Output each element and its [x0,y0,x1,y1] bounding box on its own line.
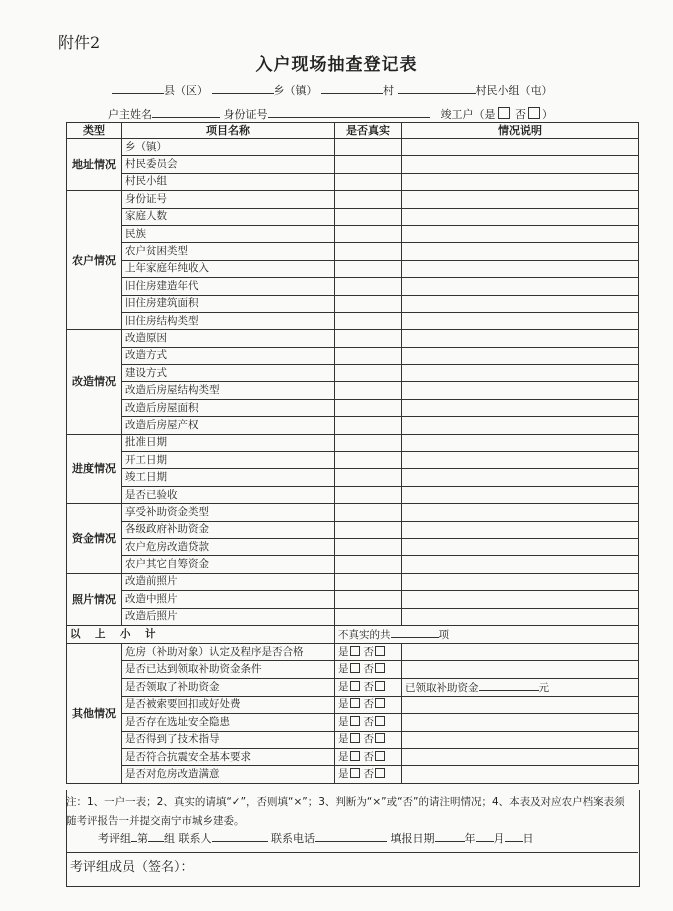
description-field[interactable] [402,330,639,347]
category-cell: 地址情况 [67,139,122,191]
id-number-label: 身份证号 [223,108,268,121]
county-label: 县（区） [164,84,208,97]
yes-no-cell [335,678,402,696]
form-title: 入户现场抽查登记表 [255,55,418,75]
item-name-cell: 上年家庭年纯收入 [122,260,335,277]
yes-checkbox[interactable] [350,663,360,673]
received-amount-field[interactable] [479,679,539,691]
village-field[interactable] [321,82,383,94]
table-row [67,452,639,469]
item-name-cell: 各级政府补助资金 [122,521,335,538]
true-field[interactable] [335,538,402,555]
yes-checkbox[interactable] [350,698,360,708]
county-field[interactable] [112,82,164,94]
untrue-count-field[interactable] [391,626,439,638]
members-label: 考评组成员（签名）： [70,860,194,875]
table-row [67,573,639,590]
untrue-suffix: 项 [438,628,449,641]
no-label: 否 [363,680,374,693]
inspection-table [66,122,639,784]
yes-checkbox[interactable] [350,716,360,726]
item-name-cell: 村民小组 [122,173,335,190]
description-field[interactable] [402,521,639,538]
description-field[interactable] [402,556,639,573]
yes-no-cell [335,766,402,783]
description-field[interactable] [402,312,639,329]
category-cell: 农户情况 [67,191,122,330]
item-name-cell: 农户贫困类型 [122,243,335,260]
item-name-cell: 旧住房结构类型 [122,312,335,329]
village-label: 村 [383,84,394,97]
table-row [67,382,639,399]
description-field[interactable] [402,696,639,713]
group-num-field[interactable] [148,830,164,842]
true-field[interactable] [335,312,402,329]
group-num-label: 第 [137,832,148,845]
yes-checkbox[interactable] [350,751,360,761]
no-label: 否 [363,645,374,658]
col-item: 项目名称 [122,123,335,139]
description-field[interactable] [402,538,639,555]
category-cell: 其他情况 [67,643,122,783]
township-label: 乡（镇） [273,84,318,97]
item-name-cell: 是否得到了技术指导 [122,731,335,748]
category-cell: 资金情况 [67,504,122,574]
table-row [67,365,639,382]
phone-label: 联系电话 [271,832,315,845]
phone-field[interactable] [315,830,387,842]
description-field[interactable] [402,191,639,208]
table-row [67,260,639,277]
table-row [67,469,639,486]
no-label: 否 [363,715,374,728]
no-checkbox[interactable] [375,751,385,761]
no-checkbox[interactable] [375,716,385,726]
col-type: 类型 [67,123,122,139]
annex-label: 附件2 [58,33,101,52]
contact-label: 联系人 [178,832,212,845]
group-label: 村民小组（屯） [475,84,553,97]
owner-line: 户主姓名 身份证号 竣工户（是 否 ） [108,108,553,121]
item-name-cell: 享受补助资金类型 [122,504,335,521]
table-row [67,591,639,608]
received-unit: 元 [538,681,549,694]
table-row [67,608,639,625]
completed-no-checkbox[interactable] [528,107,540,119]
description-field[interactable] [402,591,639,608]
description-field[interactable] [402,486,639,503]
description-field[interactable] [402,208,639,225]
received-prefix: 已领取补助资金 [405,681,479,694]
item-name-cell: 旧住房建造年代 [122,278,335,295]
description-field[interactable] [402,399,639,416]
item-name-cell: 农户危房改造贷款 [122,538,335,555]
true-field[interactable] [335,173,402,190]
table-row [67,347,639,364]
date-label: 填报日期 [390,832,435,845]
yes-no-cell [335,643,402,660]
item-name-cell: 危房（补助对象）认定及程序是否合格 [122,643,335,660]
col-true: 是否真实 [335,123,402,139]
item-name-cell: 是否领取了补助资金 [122,678,335,696]
true-field[interactable] [335,243,402,260]
item-name-cell: 改造后房屋产权 [122,417,335,434]
no-checkbox[interactable] [375,698,385,708]
yes-no-cell [335,748,402,765]
item-name-cell: 是否已验收 [122,486,335,503]
table-row [67,243,639,260]
true-field[interactable] [335,347,402,364]
township-field[interactable] [212,82,274,94]
description-field[interactable] [402,714,639,731]
item-name-cell: 改造后房屋结构类型 [122,382,335,399]
description-field[interactable] [402,156,639,173]
table-row [67,278,639,295]
yes-label: 是 [338,767,349,780]
description-field[interactable] [402,243,639,260]
no-checkbox[interactable] [375,733,385,743]
description-field[interactable] [402,365,639,382]
item-name-cell: 开工日期 [122,452,335,469]
table-row [67,156,639,173]
table-row [67,678,639,696]
description-field[interactable] [402,295,639,312]
yes-label: 是 [338,698,349,711]
item-name-cell: 改造原因 [122,330,335,347]
no-label: 否 [363,733,374,746]
true-field[interactable] [335,452,402,469]
table-row [67,731,639,748]
true-field[interactable] [335,208,402,225]
yes-no-cell [335,661,402,678]
item-name-cell: 是否符合抗震安全基本要求 [122,748,335,765]
year-label: 年 [464,832,476,845]
no-checkbox[interactable] [375,681,385,691]
yes-checkbox[interactable] [350,681,360,691]
item-name-cell: 是否存在选址安全隐患 [122,714,335,731]
true-field[interactable] [335,504,402,521]
table-row [67,399,639,416]
description-field[interactable] [402,643,639,660]
table-row [67,696,639,713]
subtotal-label: 以 上 小 计 [67,625,335,643]
item-name-cell: 改造中照片 [122,591,335,608]
item-name-cell: 村民委员会 [122,156,335,173]
yes-label: 是 [338,663,349,676]
true-field[interactable] [335,469,402,486]
table-row [67,521,639,538]
description-field[interactable] [402,504,639,521]
no-label: 否 [363,767,374,780]
table-row [67,295,639,312]
year-field[interactable] [435,830,465,842]
yes-label: 是 [338,733,349,746]
true-field[interactable] [335,417,402,434]
item-name-cell: 是否被索要回扣或好处费 [122,696,335,713]
category-cell: 进度情况 [67,434,122,504]
true-field[interactable] [335,608,402,625]
yes-checkbox[interactable] [350,768,360,778]
yes-checkbox[interactable] [350,646,360,656]
description-field[interactable] [402,139,639,156]
description-field[interactable] [402,678,639,696]
no-label: 否 [363,663,374,676]
yes-label: 是 [338,645,349,658]
item-name-cell: 改造后照片 [122,608,335,625]
true-field[interactable] [335,365,402,382]
day-field[interactable] [505,830,523,842]
table-row [67,766,639,783]
item-name-cell: 农户其它自筹资金 [122,556,335,573]
table-row [67,139,639,156]
table-row [67,748,639,765]
table-row [67,173,639,190]
table-row [67,191,639,208]
table-row [67,556,639,573]
item-name-cell: 改造后房屋面积 [122,399,335,416]
completed-yes-checkbox[interactable] [498,107,510,119]
note-text: 注：1、一户一表；2、真实的请填“✓”，否则填“×”；3、判断为“×”或“否”的请注明情况；4、本表及对应农户档案表须随考评报告一并提交南宁市城乡建委。 [66,796,625,827]
category-cell: 照片情况 [67,573,122,625]
table-row [67,643,639,660]
review-line [98,830,534,846]
subtotal-untrue [335,625,639,643]
yes-label: 是 [338,750,349,763]
description-field[interactable] [402,260,639,277]
untrue-prefix: 不真实的共 [338,628,391,641]
item-name-cell: 民族 [122,225,335,242]
description-field[interactable] [402,766,639,783]
completed-label: 竣工户（是 [440,108,496,121]
true-field[interactable] [335,521,402,538]
table-row [67,330,639,347]
other-body [67,643,639,783]
table-row [67,486,639,503]
item-name-cell: 批准日期 [122,434,335,451]
true-field[interactable] [335,573,402,590]
no-checkbox[interactable] [375,646,385,656]
table-row [67,225,639,242]
sections-body [67,139,639,626]
subtotal-row [67,625,639,643]
description-field[interactable] [402,731,639,748]
description-field[interactable] [402,417,639,434]
yes-no-cell [335,731,402,748]
description-field[interactable] [402,382,639,399]
item-name-cell: 建设方式 [122,365,335,382]
table-row [67,661,639,678]
item-name-cell: 身份证号 [122,191,335,208]
true-field[interactable] [335,156,402,173]
owner-name-label: 户主姓名 [108,108,152,121]
true-field[interactable] [335,278,402,295]
true-field[interactable] [335,330,402,347]
table-row [67,417,639,434]
table-row [67,312,639,329]
description-field[interactable] [402,225,639,242]
item-name-cell: 改造方式 [122,347,335,364]
location-line [112,82,553,98]
description-field[interactable] [402,452,639,469]
true-field[interactable] [335,225,402,242]
yes-label: 是 [338,680,349,693]
true-field[interactable] [335,139,402,156]
description-field[interactable] [402,748,639,765]
day-label: 日 [522,832,534,845]
item-name-cell: 家庭人数 [122,208,335,225]
description-field[interactable] [402,661,639,678]
completed-no-label: 否 [515,108,526,121]
description-field[interactable] [402,469,639,486]
true-field[interactable] [335,556,402,573]
item-name-cell: 是否已达到领取补助资金条件 [122,661,335,678]
yes-no-cell [335,714,402,731]
true-field[interactable] [335,434,402,451]
table-row [67,538,639,555]
description-field[interactable] [402,434,639,451]
contact-field[interactable] [212,830,268,842]
true-field[interactable] [335,191,402,208]
description-field[interactable] [402,573,639,590]
no-label: 否 [363,698,374,711]
id-number-field[interactable] [268,106,430,118]
description-field[interactable] [402,608,639,625]
table-row [67,208,639,225]
group-prefix: 考评组 [98,832,131,845]
true-field[interactable] [335,295,402,312]
category-cell: 改造情况 [67,330,122,434]
col-desc: 情况说明 [402,123,639,139]
true-field[interactable] [335,260,402,277]
true-field[interactable] [335,591,402,608]
item-name-cell: 竣工日期 [122,469,335,486]
description-field[interactable] [402,173,639,190]
item-name-cell: 改造前照片 [122,573,335,590]
item-name-cell: 旧住房建筑面积 [122,295,335,312]
owner-name-field[interactable] [152,106,220,118]
no-checkbox[interactable] [375,768,385,778]
table-row [67,504,639,521]
month-field[interactable] [476,830,494,842]
yes-label: 是 [338,715,349,728]
yes-checkbox[interactable] [350,733,360,743]
table-row [67,714,639,731]
no-label: 否 [363,750,374,763]
true-field[interactable] [335,486,402,503]
group-field[interactable] [398,82,476,94]
table-row [67,434,639,451]
month-label: 月 [493,832,505,845]
no-checkbox[interactable] [375,663,385,673]
true-field[interactable] [335,399,402,416]
description-field[interactable] [402,278,639,295]
group-suffix: 组 [164,832,175,845]
true-field[interactable] [335,382,402,399]
item-name-cell: 是否对危房改造满意 [122,766,335,783]
divider [66,852,638,853]
item-name-cell: 乡（镇） [122,139,335,156]
description-field[interactable] [402,347,639,364]
yes-no-cell [335,696,402,713]
